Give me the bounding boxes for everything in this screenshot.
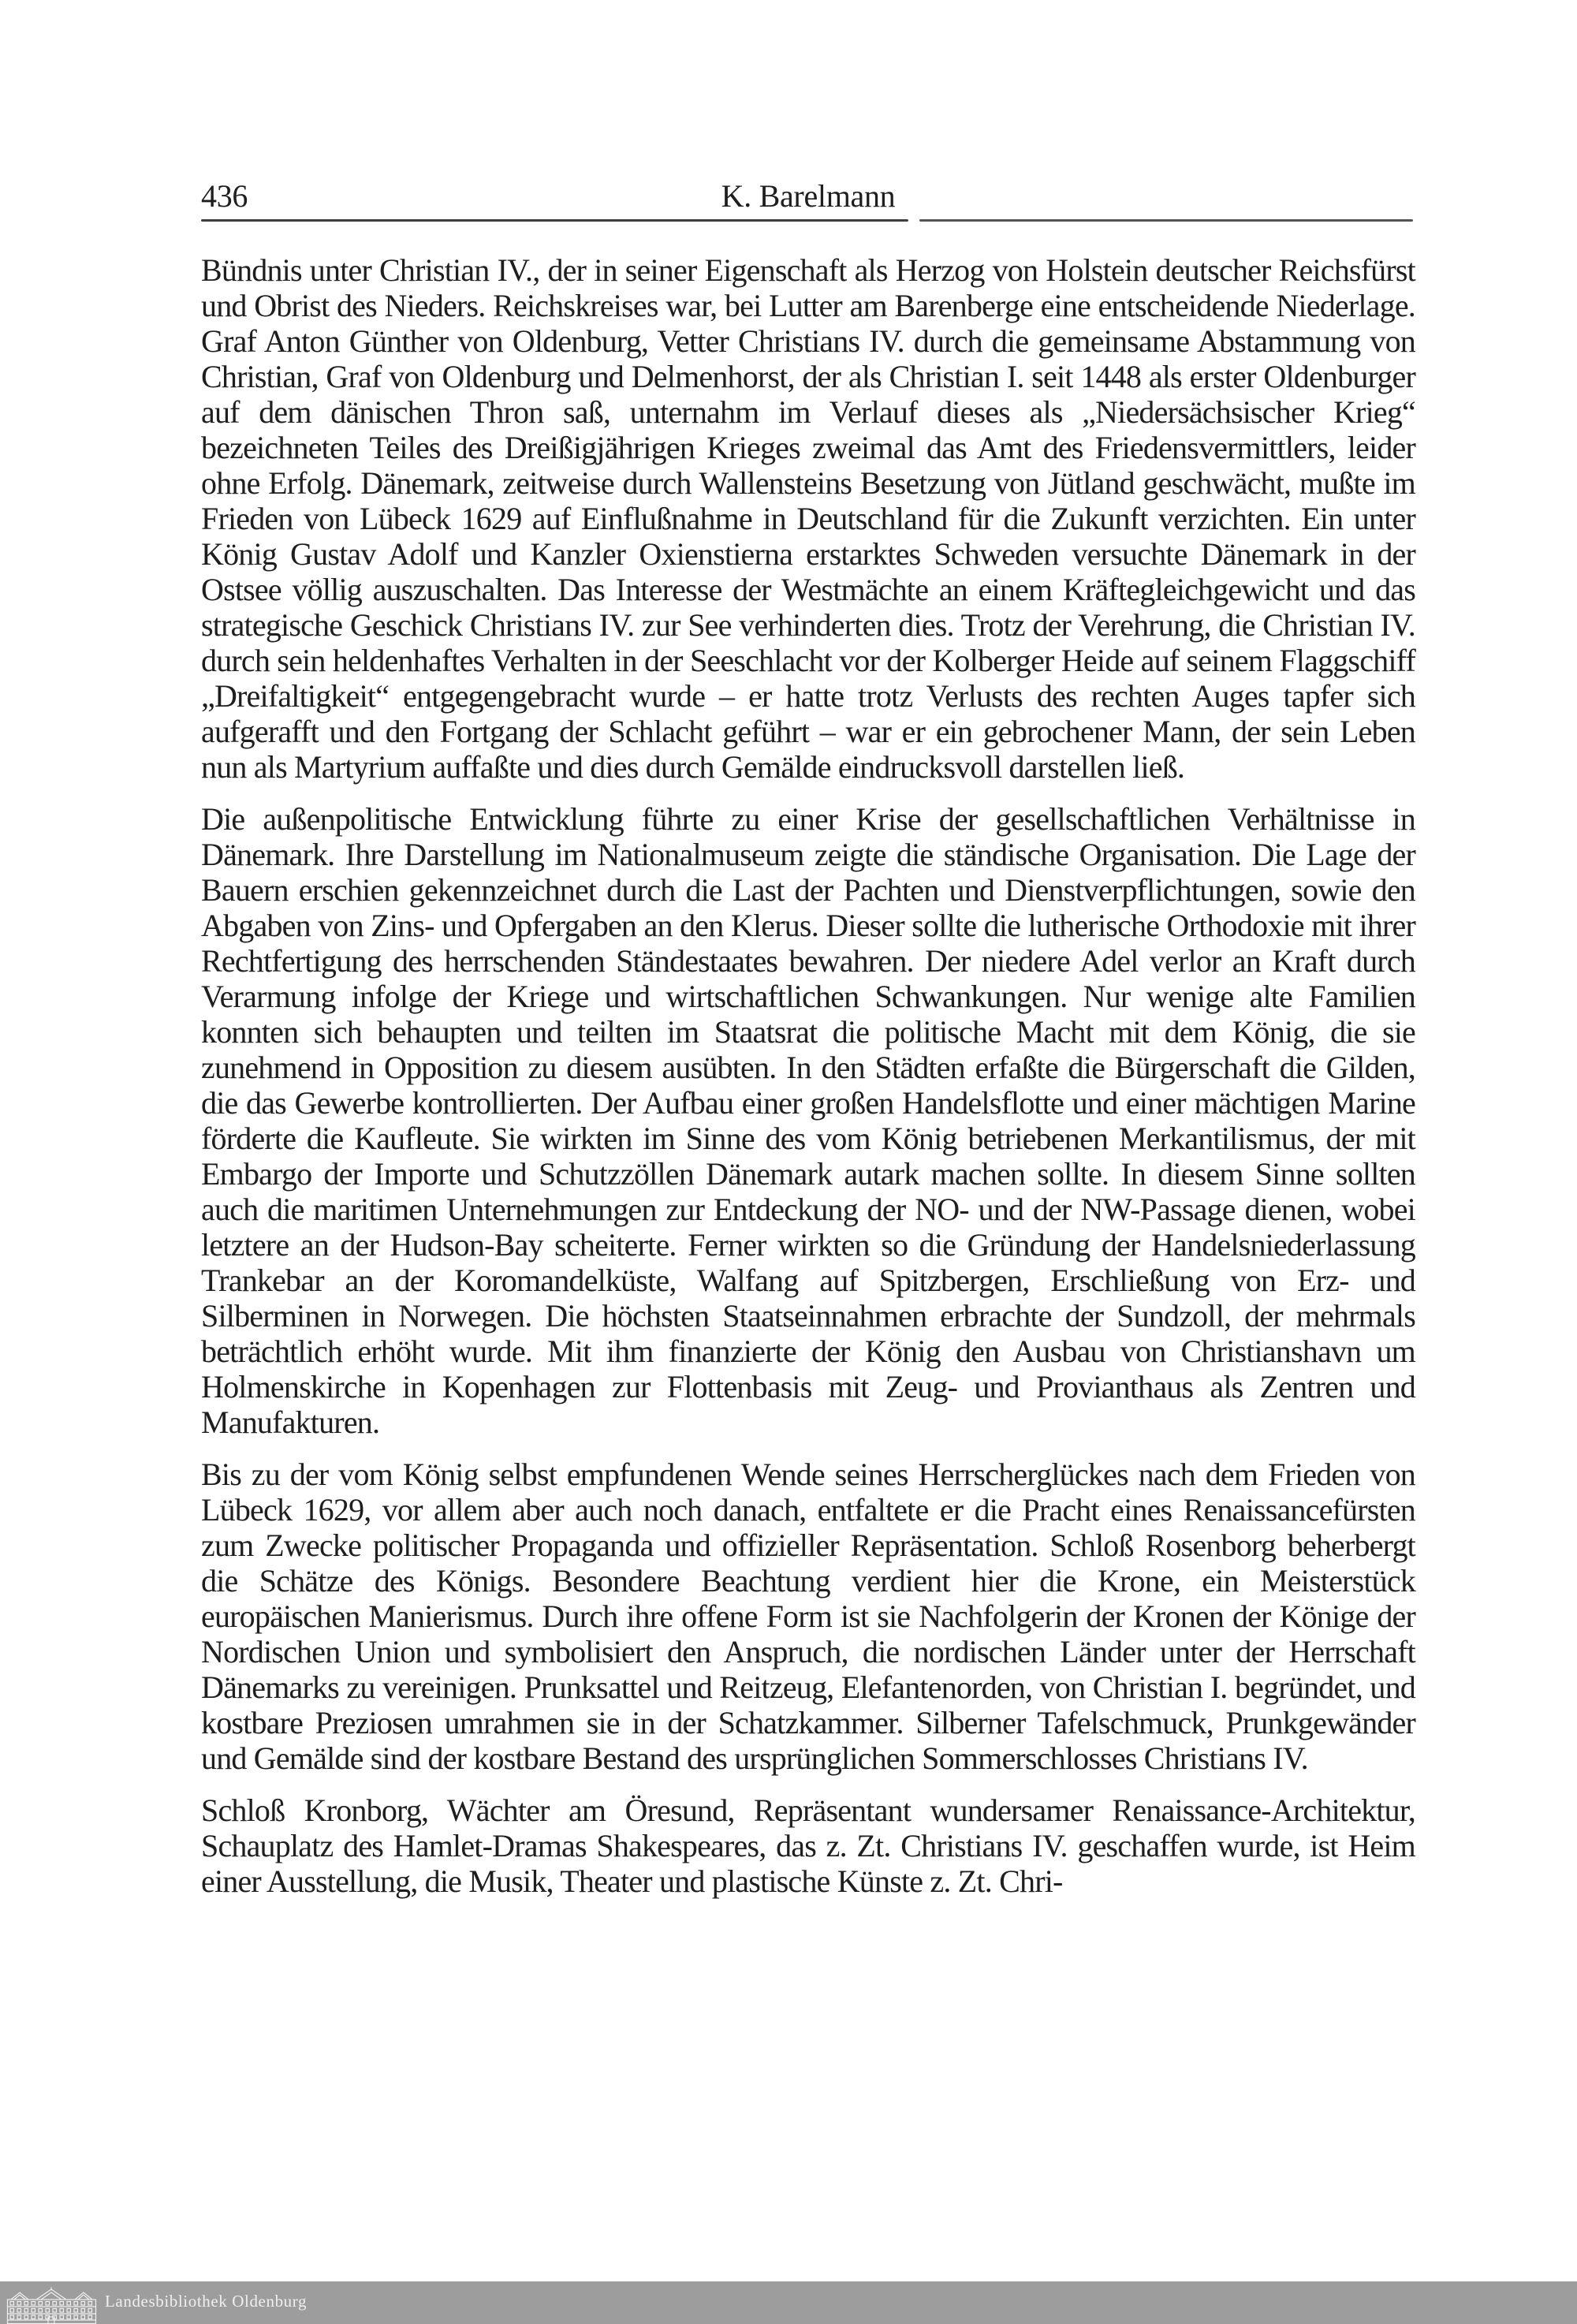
library-stamp-band [0,2281,1577,2324]
paragraph-4: Schloß Kronborg, Wächter am Öresund, Repräsentant wundersamer Renaissance-Architektur, Schauplatz des Hamlet-Dramas Shakespeares, das z. Zt. Christians IV. geschaffen wurde, ist Heim einer Ausstellung, die Musik, Theater und plastische Künste z. Zt. Chri- [201,1792,1415,1899]
page-body-text [201,252,1415,1916]
paragraph-1: Bündnis unter Christian IV., der in seiner Eigenschaft als Herzog von Holstein deutscher Reichsfürst und Obrist des Nieders. Reichskreises war, bei Lutter am Barenberge eine entscheidende Niederlage. Graf Anton Günther von Oldenburg, Vetter Christians IV. durch die gemeinsame Abstammung von Christian, Graf von Oldenburg und Delmenhorst, der als Christian I. seit 1448 als erster Oldenburger auf dem dänischen Thron saß, unternahm im Verlauf dieses als „Niedersächsischer Krieg“ bezeichneten Teiles des Dreißigjährigen Krieges zweimal das Amt des Friedensvermittlers, leider ohne Erfolg. Dänemark, zeitweise durch Wallensteins Besetzung von Jütland geschwächt, mußte im Frieden von Lübeck 1629 auf Einflußnahme in Deutschland für die Zukunft verzichten. Ein unter König Gustav Adolf und Kanzler Oxienstierna erstarktes Schweden versuchte Dänemark in der Ostsee völlig auszuschalten. Das Interesse der Westmächte an einem Kräftegleichgewicht und das strategische Geschick Christians IV. zur See verhinderten dies. Trotz der Verehrung, die Christian IV. durch sein heldenhaftes Verhalten in der Seeschlacht vor der Kolberger Heide auf seinem Flaggschiff „Dreifaltigkeit“ entgegengebracht wurde – er hatte trotz Verlusts des rechten Auges tapfer sich aufgerafft und den Fortgang der Schlacht geführt – war er ein gebrochener Mann, der sein Leben nun als Martyrium auffaßte und dies durch Gemälde eindrucksvoll darstellen ließ. [201,252,1415,785]
header-rule-left [201,219,908,222]
paragraph-2: Die außenpolitische Entwicklung führte zu einer Krise der gesellschaftlichen Verhältnisse in Dänemark. Ihre Darstellung im Nationalmuseum zeigte die ständische Organisation. Die Lage der Bauern erschien gekennzeichnet durch die Last der Pachten und Dienstverpflichtungen, sowie den Abgaben von Zins- und Opfergaben an den Klerus. Dieser sollte die lutherische Orthodoxie mit ihrer Rechtfertigung des herrschenden Ständestaates bewahren. Der niedere Adel verlor an Kraft durch Verarmung infolge der Kriege und wirtschaftlichen Schwankungen. Nur wenige alte Familien konnten sich behaupten und teilten im Staatsrat die politische Macht mit dem König, die sie zunehmend in Opposition zu diesem ausübten. In den Städten erfaßte die Bürgerschaft die Gilden, die das Gewerbe kontrollierten. Der Aufbau einer großen Handelsflotte und einer mächtigen Marine förderte die Kaufleute. Sie wirkten im Sinne des vom König betriebenen Merkantilismus, der mit Embargo der Importe und Schutzzöllen Dänemark autark machen sollte. In diesem Sinne sollten auch die maritimen Unternehmungen zur Entdeckung der NO- und der NW-Passage dienen, wobei letztere an der Hudson-Bay scheiterte. Ferner wirkten so die Gründung der Handelsniederlassung Trankebar an der Koromandelküste, Walfang auf Spitzbergen, Erschließung von Erz- und Silberminen in Norwegen. Die höchsten Staatseinnahmen erbrachte der Sundzoll, der mehrmals beträchtlich erhöht wurde. Mit ihm finanzierte der König den Ausbau von Christianshavn um Holmenskirche in Kopenhagen zur Flottenbasis mit Zeug- und Provianthaus als Zentren und Manufakturen. [201,801,1415,1440]
header-rule-right [919,219,1413,222]
paragraph-3: Bis zu der vom König selbst empfundenen Wende seines Herrscherglückes nach dem Frieden von Lübeck 1629, vor allem aber auch noch danach, entfaltete er die Pracht eines Renaissancefürsten zum Zwecke politischer Propaganda und offizieller Repräsentation. Schloß Rosenborg beherbergt die Schätze des Königs. Besondere Beachtung verdient hier die Krone, ein Meisterstück europäischen Manierismus. Durch ihre offene Form ist sie Nachfolgerin der Kronen der Könige der Nordischen Union und symbolisiert den Anspruch, die nordischen Länder unter der Herrschaft Dänemarks zu vereinigen. Prunksattel und Reitzeug, Elefantenorden, von Christian I. begründet, und kostbare Preziosen umrahmen sie in der Schatzkammer. Silberner Tafelschmuck, Prunkgewänder und Gemälde sind der kostbare Bestand des ursprünglichen Sommerschlosses Christians IV. [201,1457,1415,1776]
library-stamp-label: Landesbibliothek Oldenburg [105,2292,308,2311]
library-building-icon [6,2287,97,2324]
page-number: 436 [201,178,248,214]
running-head: K. Barelmann [721,178,896,214]
page-header [201,178,1415,214]
